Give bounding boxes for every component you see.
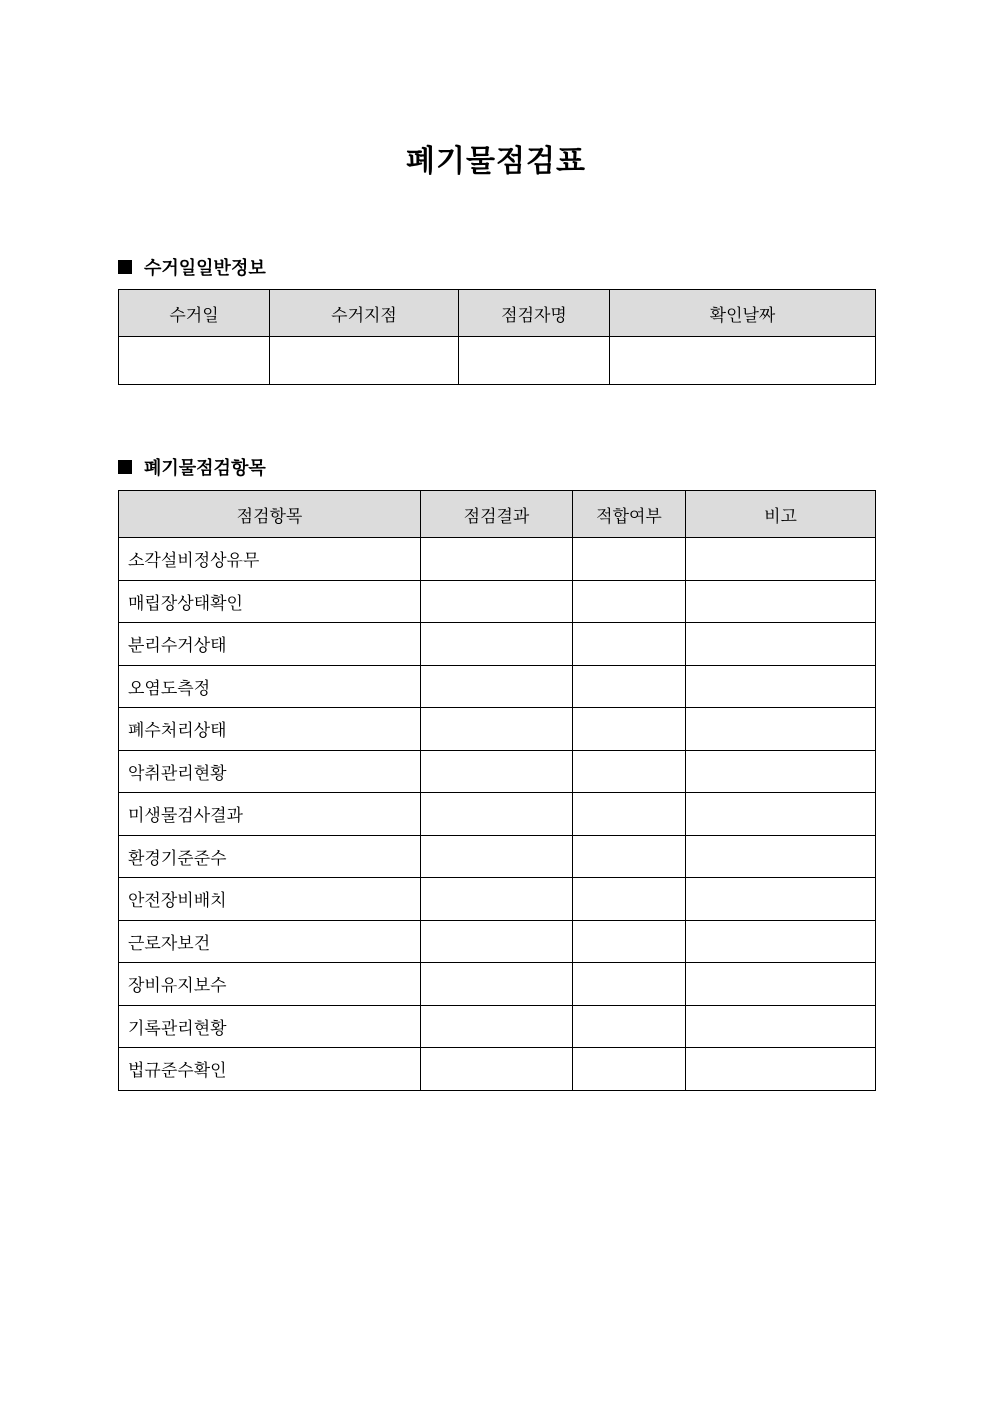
result-cell[interactable]	[421, 878, 573, 921]
compliance-cell[interactable]	[573, 835, 686, 878]
remarks-cell[interactable]	[686, 835, 876, 878]
remarks-cell[interactable]	[686, 1048, 876, 1091]
compliance-cell[interactable]	[573, 538, 686, 581]
header-cell: 점검결과	[421, 491, 573, 538]
item-label-cell: 매립장상태확인	[119, 580, 421, 623]
section-title: 수거일일반정보	[144, 258, 266, 278]
compliance-cell[interactable]	[573, 665, 686, 708]
header-cell: 점검자명	[459, 290, 610, 337]
result-cell[interactable]	[421, 920, 573, 963]
table-row	[119, 793, 876, 836]
result-cell[interactable]	[421, 538, 573, 581]
remarks-cell[interactable]	[686, 665, 876, 708]
document-title: 폐기물점검표	[406, 145, 586, 178]
inspection-items-table	[118, 490, 876, 1091]
item-label-cell: 법규준수확인	[119, 1048, 421, 1091]
remarks-cell[interactable]	[686, 708, 876, 751]
header-cell: 적합여부	[573, 491, 686, 538]
table-row	[119, 337, 876, 385]
item-label-cell: 안전장비배치	[119, 878, 421, 921]
item-label-cell: 기록관리현황	[119, 1005, 421, 1048]
table-header-row	[119, 290, 876, 337]
confirm-date-cell[interactable]	[610, 337, 876, 385]
result-cell[interactable]	[421, 708, 573, 751]
table-row	[119, 623, 876, 666]
compliance-cell[interactable]	[573, 878, 686, 921]
table-row	[119, 665, 876, 708]
header-cell: 수거일	[119, 290, 270, 337]
remarks-cell[interactable]	[686, 793, 876, 836]
result-cell[interactable]	[421, 793, 573, 836]
header-cell: 수거지점	[270, 290, 459, 337]
remarks-cell[interactable]	[686, 538, 876, 581]
item-label-cell: 오염도측정	[119, 665, 421, 708]
compliance-cell[interactable]	[573, 1048, 686, 1091]
collection-site-cell[interactable]	[270, 337, 459, 385]
compliance-cell[interactable]	[573, 963, 686, 1006]
table-row	[119, 1048, 876, 1091]
table-row	[119, 835, 876, 878]
compliance-cell[interactable]	[573, 1005, 686, 1048]
compliance-cell[interactable]	[573, 793, 686, 836]
table-row	[119, 580, 876, 623]
item-label-cell: 악취관리현황	[119, 750, 421, 793]
item-label-cell: 소각설비정상유무	[119, 538, 421, 581]
remarks-cell[interactable]	[686, 623, 876, 666]
item-label-cell: 환경기준준수	[119, 835, 421, 878]
compliance-cell[interactable]	[573, 623, 686, 666]
result-cell[interactable]	[421, 750, 573, 793]
square-bullet-icon	[118, 260, 132, 274]
table-row	[119, 708, 876, 751]
result-cell[interactable]	[421, 623, 573, 666]
table-row	[119, 750, 876, 793]
section-heading-collection-info	[118, 254, 266, 280]
collection-info-table	[118, 289, 876, 385]
result-cell[interactable]	[421, 963, 573, 1006]
result-cell[interactable]	[421, 1048, 573, 1091]
remarks-cell[interactable]	[686, 750, 876, 793]
section-heading-inspection-items	[118, 454, 266, 480]
remarks-cell[interactable]	[686, 920, 876, 963]
item-label-cell: 분리수거상태	[119, 623, 421, 666]
table-row	[119, 963, 876, 1006]
result-cell[interactable]	[421, 835, 573, 878]
compliance-cell[interactable]	[573, 750, 686, 793]
compliance-cell[interactable]	[573, 708, 686, 751]
item-label-cell: 장비유지보수	[119, 963, 421, 1006]
compliance-cell[interactable]	[573, 580, 686, 623]
table-row	[119, 1005, 876, 1048]
item-label-cell: 미생물검사결과	[119, 793, 421, 836]
table-row	[119, 878, 876, 921]
compliance-cell[interactable]	[573, 920, 686, 963]
header-cell: 비고	[686, 491, 876, 538]
square-bullet-icon	[118, 460, 132, 474]
header-cell: 확인날짜	[610, 290, 876, 337]
inspector-name-cell[interactable]	[459, 337, 610, 385]
collection-date-cell[interactable]	[119, 337, 270, 385]
item-label-cell: 폐수처리상태	[119, 708, 421, 751]
result-cell[interactable]	[421, 665, 573, 708]
remarks-cell[interactable]	[686, 878, 876, 921]
result-cell[interactable]	[421, 580, 573, 623]
item-label-cell: 근로자보건	[119, 920, 421, 963]
table-row	[119, 538, 876, 581]
remarks-cell[interactable]	[686, 580, 876, 623]
remarks-cell[interactable]	[686, 963, 876, 1006]
header-cell: 점검항목	[119, 491, 421, 538]
section-title: 폐기물점검항목	[144, 458, 266, 478]
table-row	[119, 920, 876, 963]
table-header-row	[119, 491, 876, 538]
result-cell[interactable]	[421, 1005, 573, 1048]
remarks-cell[interactable]	[686, 1005, 876, 1048]
